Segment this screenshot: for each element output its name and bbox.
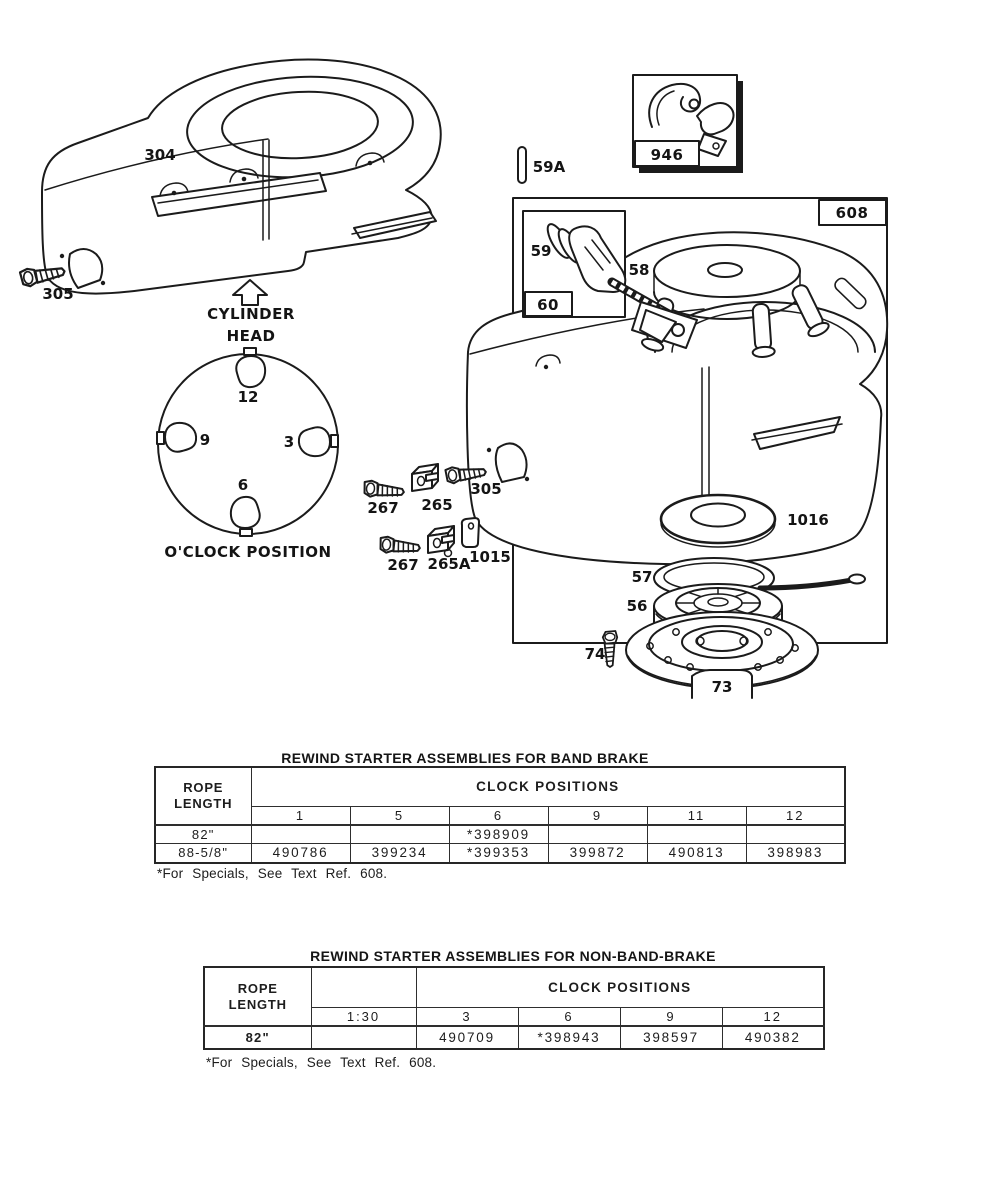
rope-length-cell: 88-5/8" (155, 843, 251, 863)
grip-box-60 (523, 211, 625, 317)
part-number-cell: 490813 (647, 843, 746, 863)
part-number-cell (746, 825, 845, 843)
part-number-cell: 490382 (722, 1026, 824, 1049)
clock-positions-header: CLOCK POSITIONS (251, 767, 845, 806)
rope-length-header (155, 767, 251, 825)
clock-col-12: 12 (746, 806, 845, 825)
clock-col-3: 3 (416, 1007, 518, 1026)
part-label-60: 60 (537, 296, 559, 314)
part-number-cell (251, 825, 350, 843)
empty-header-cell (311, 967, 416, 1007)
part-label-304: 304 (144, 146, 176, 164)
rope-length-header (204, 967, 311, 1026)
rope-length-header-line2: LENGTH (228, 996, 287, 1012)
part-number-cell: 490709 (416, 1026, 518, 1049)
clutch-73-illustration (626, 612, 818, 698)
clip-265A-illustration (428, 526, 454, 557)
band-brake-footnote: *For Specials, See Text Ref. 608. (157, 866, 388, 881)
rope-length-header-line1: ROPE (237, 980, 278, 996)
part-number-cell (647, 825, 746, 843)
clock-col-12: 12 (722, 1007, 824, 1026)
part-number-cell: 398983 (746, 843, 845, 863)
part-label-265: 265 (421, 496, 453, 514)
rope-length-header-line1: ROPE (183, 780, 224, 795)
part-label-74: 74 (584, 645, 606, 663)
part-label-59: 59 (530, 242, 552, 260)
part-number-cell (548, 825, 647, 843)
table-row (155, 825, 845, 843)
part-label-58: 58 (628, 261, 650, 279)
handle-6 (231, 497, 260, 536)
clock-col-6: 6 (449, 806, 548, 825)
handle-3 (299, 427, 338, 456)
clock-col-6: 6 (518, 1007, 620, 1026)
pin-59A-illustration (518, 147, 526, 183)
clamp-box-946 (633, 75, 743, 173)
part-label-608: 608 (835, 204, 869, 222)
clock-col-5: 5 (350, 806, 449, 825)
part-label-73: 73 (711, 678, 733, 696)
rope-length-cell: 82" (155, 825, 251, 843)
part-number-cell: 399234 (350, 843, 449, 863)
part-label-57: 57 (631, 568, 653, 586)
part-label-305-left: 305 (42, 285, 74, 303)
oclock-position-caption: O'CLOCK POSITION (164, 543, 332, 561)
screw-267-lower-illustration (379, 536, 420, 556)
clock-col-11: 11 (647, 806, 746, 825)
non-band-brake-table-title: REWIND STARTER ASSEMBLIES FOR NON-BAND-BRAKE (310, 948, 716, 964)
table-row (204, 1026, 824, 1049)
part-number-cell: *398909 (449, 825, 548, 843)
clock-label-9: 9 (199, 431, 211, 449)
part-number-cell: 399872 (548, 843, 647, 863)
part-number-cell: *398943 (518, 1026, 620, 1049)
handle-9 (157, 423, 196, 452)
clock-col-1: 1 (251, 806, 350, 825)
part-number-cell: 398597 (620, 1026, 722, 1049)
clock-col-9: 9 (620, 1007, 722, 1026)
rope-length-cell: 82" (204, 1026, 311, 1049)
part-number-cell: 490786 (251, 843, 350, 863)
blower-housing-left-illustration (42, 59, 441, 293)
part-label-305-right: 305 (470, 480, 502, 498)
clip-265-illustration (412, 464, 438, 491)
clock-label-12: 12 (237, 388, 259, 406)
clock-col-130: 1:30 (311, 1007, 416, 1026)
part-label-59A: 59A (532, 158, 566, 176)
part-label-1016: 1016 (787, 511, 829, 529)
part-number-cell: *399353 (449, 843, 548, 863)
cylinder-head-label-line1: CYLINDER (207, 305, 295, 323)
screw-267-upper-illustration (363, 480, 404, 500)
part-number-cell (311, 1026, 416, 1049)
plate-1015-illustration (462, 518, 479, 547)
band-brake-table (154, 766, 846, 864)
band-brake-table-title: REWIND STARTER ASSEMBLIES FOR BAND BRAKE (281, 750, 649, 766)
clock-label-3: 3 (283, 433, 295, 451)
rope-length-header-line2: LENGTH (174, 796, 233, 811)
part-label-946: 946 (650, 146, 684, 164)
cylinder-head-label-line2: HEAD (226, 327, 276, 345)
non-band-brake-table (203, 966, 825, 1050)
part-label-265A: 265A (427, 555, 471, 573)
clock-positions-header: CLOCK POSITIONS (416, 967, 824, 1007)
table-row (155, 843, 845, 863)
part-label-56: 56 (626, 597, 648, 615)
part-label-1015: 1015 (469, 548, 511, 566)
part-label-267-upper: 267 (367, 499, 399, 517)
oclock-position-diagram (157, 348, 338, 561)
part-number-cell (350, 825, 449, 843)
non-band-brake-footnote: *For Specials, See Text Ref. 608. (206, 1055, 437, 1070)
cylinder-head-arrow-icon (233, 280, 267, 305)
part-label-267-lower: 267 (387, 556, 419, 574)
clock-col-9: 9 (548, 806, 647, 825)
clock-label-6: 6 (237, 476, 249, 494)
